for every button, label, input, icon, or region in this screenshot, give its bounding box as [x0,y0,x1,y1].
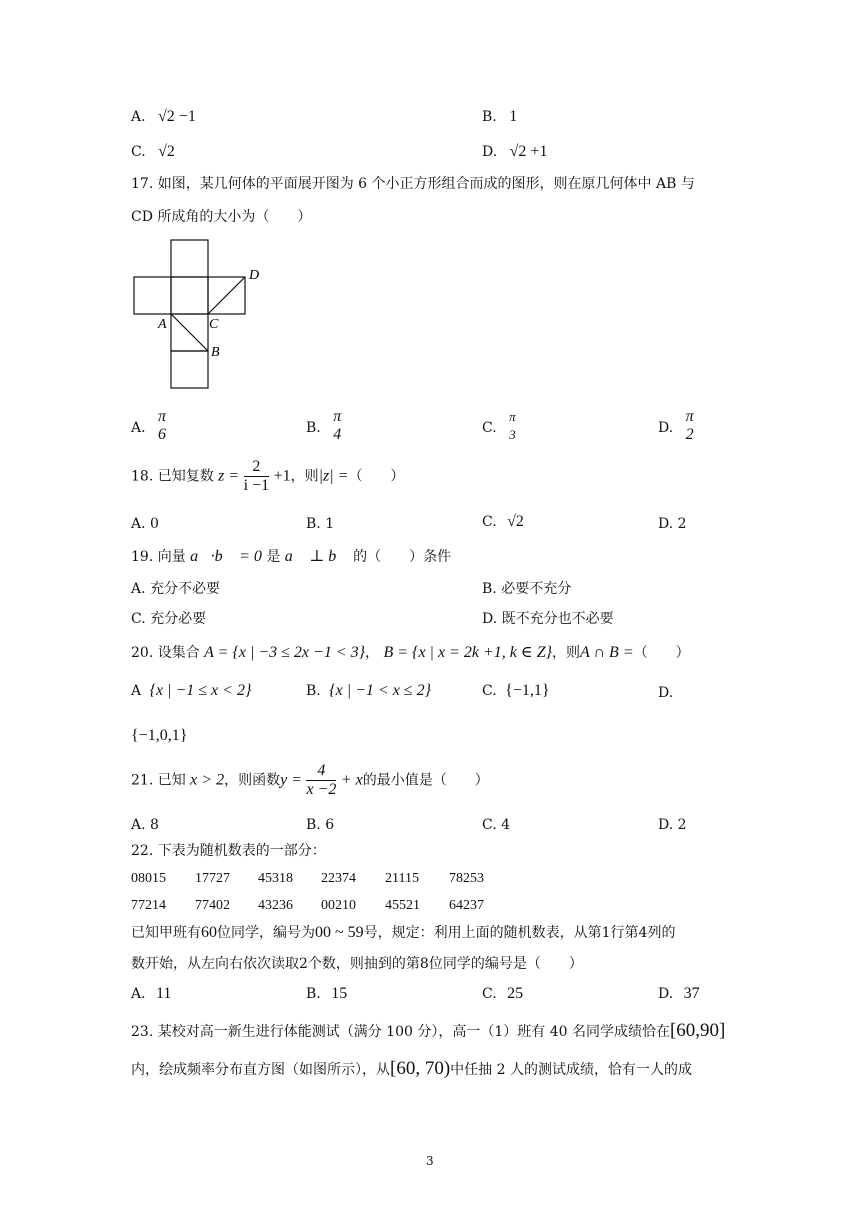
q17-net-figure [125,232,275,397]
random-number: 64237 [449,898,484,913]
random-table-row-2 [131,897,509,915]
q17-label-b: B [211,345,220,360]
q18-option-c: C. √2 [482,513,524,530]
q20-option-d-expr: {−1,0,1} [131,727,188,744]
q22-option-b: B. 15 [306,985,348,1002]
q20-option-c: C. {−1,1} [482,682,550,699]
q23-line1: 23. 某校对高一新生进行体能测试（满分 100 分），高一（1）班有 40 名同学成绩恰在[60,90] [131,1020,726,1041]
q22-option-c: C. 25 [482,985,524,1002]
q22-option-d: D. 37 [658,985,700,1002]
q20-option-b: B. {x | −1 < x ≤ 2} [306,682,431,699]
q18-stem: 18. 已知复数 z = $\frac{2}{i -1}$ +1，则|z| =（ ） [131,458,405,494]
q18-option-a: A. 0 [131,516,159,532]
q19-option-b: B. 必要不充分 [482,581,572,597]
q17-label-c: C [209,317,219,332]
q20-option-d-label: D. [658,685,674,701]
q22-text-line1: 已知甲班有60位同学，编号为00 ~ 59号，规定：利用上面的随机数表，从第1行第4列的 [131,924,676,941]
q17-label-d: D [249,268,260,283]
q17-stem-line1: 17. 如图，某几何体的平面展开图为 6 个小正方形组合而成的图形，则在原几何体中 AB 与 [131,176,695,192]
q21-option-c: C. 4 [482,817,511,833]
random-number: 21115 [385,871,419,886]
q16-option-b: B. 1 [482,108,518,125]
q19-option-d: D. 既不充分也不必要 [482,611,614,627]
q18-option-b: B. 1 [306,516,335,532]
random-number: 45521 [385,898,420,913]
q16-option-c: C. √2 [131,143,175,160]
q16-option-b-expr: 1 [509,108,518,125]
q16-option-d-expr: √2 +1 [509,143,548,160]
q23-line2: 内，绘成频率分布直方图（如图所示），从[60, 70)中任抽 2 人的测试成绩，恰有一人的成 [131,1058,692,1079]
q21-option-d: D. 2 [658,817,687,833]
q21-option-a: A. 8 [131,817,159,833]
q19-option-c: C. 充分必要 [131,611,207,627]
random-number: 77402 [195,898,230,913]
q16-option-a-expr: √2 −1 [158,108,196,125]
random-table-row-1 [131,870,509,888]
random-number: 45318 [258,871,293,886]
q21-stem: 21. 已知 x > 2，则函数y = $\frac{4}{x -2}$ + x的最小值是（ ） [131,762,489,798]
random-number: 43236 [258,898,293,913]
q17-option-b: B. π 4 [306,408,342,443]
random-number: 22374 [321,871,356,886]
random-number: 17727 [195,871,230,886]
random-number: 77214 [131,898,166,913]
q22-option-a: A. 11 [131,985,172,1002]
q19-stem: 19. 向量 a⃗·b⃗ = 0 是 a⃗ ⊥ b⃗ 的（ ）条件 [131,548,452,565]
q18-option-d: D. 2 [658,516,687,532]
q17-option-a: A. π 6 [131,408,167,443]
q19-option-a: A. 充分不必要 [131,581,221,597]
q17-option-c: C. π 3 [482,409,516,442]
random-number: 08015 [131,871,166,886]
page-number: 3 [426,1154,434,1168]
random-number: 00210 [321,898,356,913]
q17-option-d: D. π 2 [658,408,694,443]
q16-option-d: D. √2 +1 [482,143,548,160]
q17-label-a: A [158,317,167,332]
q21-option-b: B. 6 [306,817,335,833]
q17-stem-line2: CD 所成角的大小为（ ） [131,209,312,225]
q22-text-line2: 数开始，从左向右依次读取2个数，则抽到的第8位同学的编号是（ ） [131,956,583,972]
random-number: 78253 [449,871,484,886]
q20-option-a: A {x | −1 ≤ x < 2} [131,682,252,699]
q16-option-c-expr: √2 [158,143,175,160]
q20-stem: 20. 设集合 A = {x | −3 ≤ 2x −1 < 3}， B = {x | x = 2k +1, k ∈ Z}，则A ∩ B =（ ） [131,644,690,661]
q22-stem: 22. 下表为随机数表的一部分： [131,843,326,859]
q16-option-a: A. √2 −1 [131,108,196,125]
